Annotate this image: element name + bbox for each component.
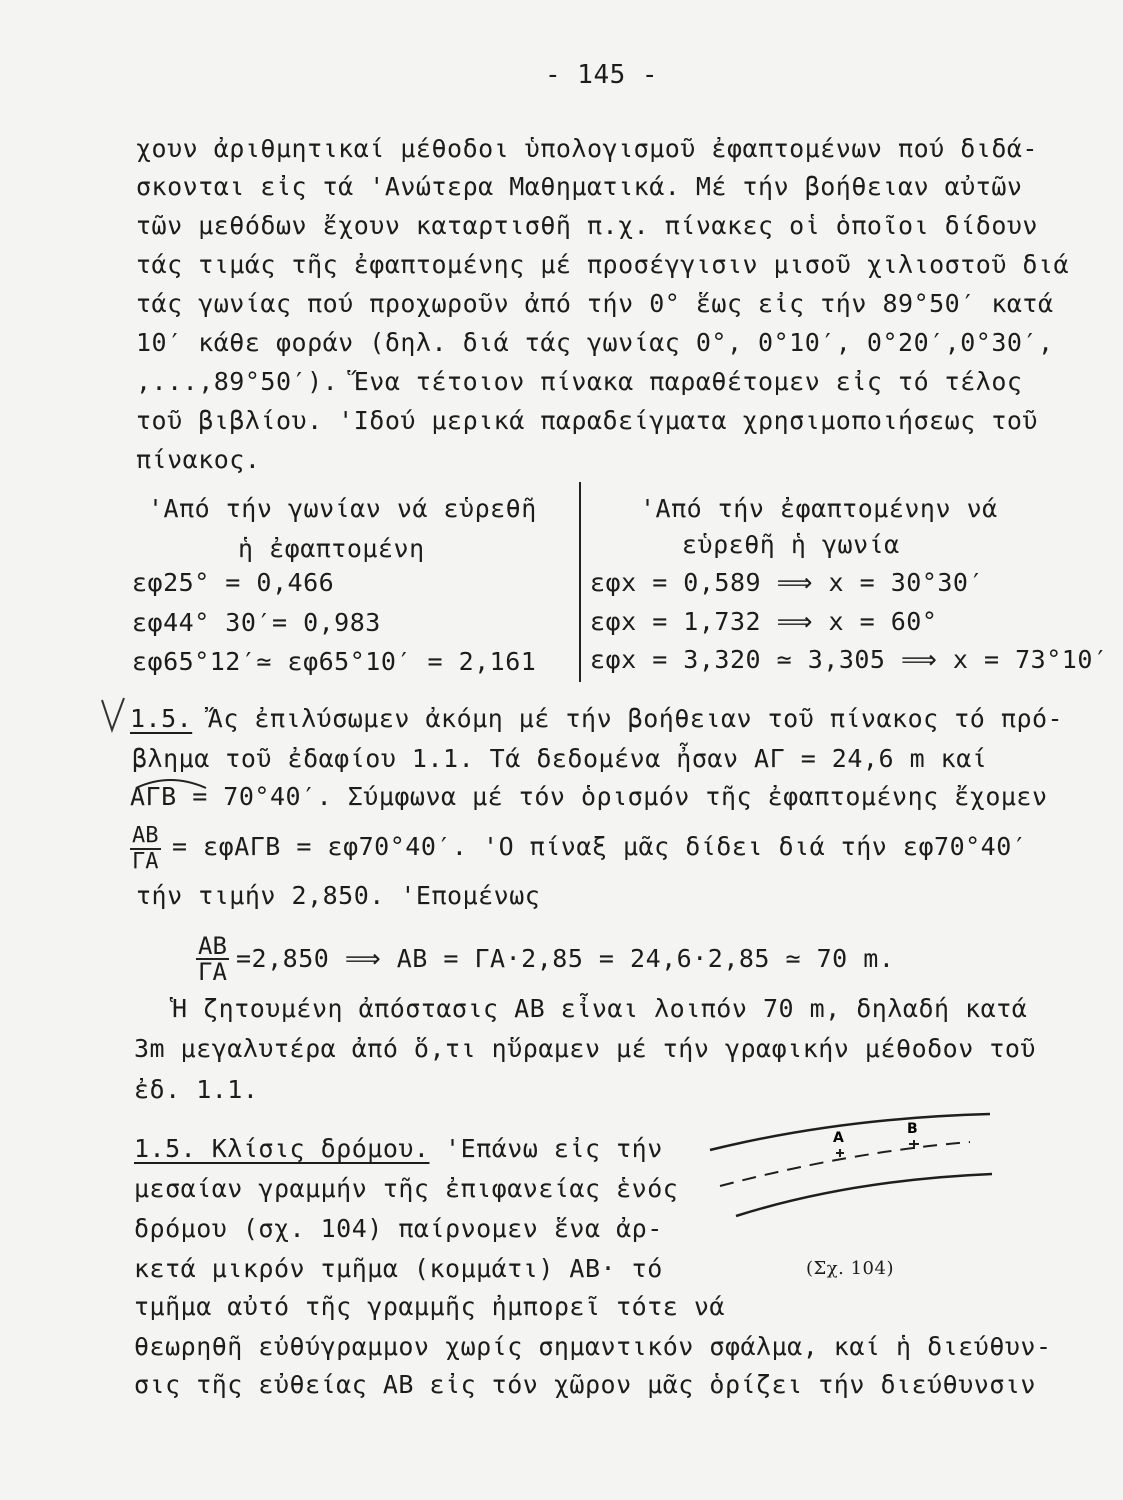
text-line: κετά μικρόν τμῆμα (κομμάτι) ΑΒ· τό: [134, 1254, 663, 1283]
road-centerline: [720, 1142, 970, 1186]
table-right-row: εφx = 0,589 ⟹ x = 30°30′: [590, 568, 985, 597]
table-left-header: ἡ ἐφαπτομένη: [238, 534, 425, 563]
section-number: 1.5.: [130, 704, 193, 733]
text-line: θεωρηθῆ εὐθύγραμμον χωρίς σημαντικόν σφάλμα, καί ἡ διεύθυν-: [134, 1332, 1052, 1361]
text-line: τοῦ βιβλίου. 'Ιδού μερικά παραδείγματα χρησιμοποιήσεως τοῦ: [136, 406, 1038, 435]
section-1-5-line: [130, 704, 1063, 733]
text-line: Ἡ ζητουμένη ἀπόστασις ΑΒ εἶναι λοιπόν 70 m, δηλαδή κατά: [172, 994, 1028, 1023]
table-left-header: 'Από τήν γωνίαν νά εὑρεθῆ: [148, 494, 537, 523]
table-left-row: εφ44° 30′= 0,983: [132, 608, 381, 637]
margin-check-mark: [98, 696, 128, 736]
point-a-label: A: [833, 1130, 844, 1146]
text-line: σις τῆς εὐθείας ΑΒ εἰς τόν χῶρον μᾶς ὁρίζει τήν διεύθυνσιν: [134, 1370, 1036, 1399]
page-number: - 145 -: [545, 60, 659, 90]
text-line: τάς γωνίας πού προχωροῦν ἀπό τήν 0° ἕως εἰς τήν 89°50′ κατά: [136, 289, 1054, 318]
fraction-numerator: ΑΒ: [132, 823, 159, 848]
text-line: 3m μεγαλυτέρα ἀπό ὅ,τι ηὕραμεν μέ τήν γραφικήν μέθοδον τοῦ: [134, 1034, 1036, 1063]
table-left-row: εφ25° = 0,466: [132, 568, 335, 597]
table-right-header: εὑρεθῆ ἡ γωνία: [682, 530, 900, 559]
road-figure: [700, 1100, 1000, 1230]
equation-denominator: ΓΑ: [198, 958, 227, 986]
table-right-row: εφx = 3,320 ≃ 3,305 ⟹ x = 73°10′: [590, 645, 1109, 674]
text-line: τμῆμα αὐτό τῆς γραμμῆς ἠμπορεῖ τότε νά: [134, 1292, 725, 1321]
text-line: τῶν μεθόδων ἔχουν καταρτισθῆ π.χ. πίνακες οἱ ὁποῖοι δίδουν: [136, 211, 1038, 240]
figure-caption: (Σχ. 104): [806, 1258, 894, 1279]
fraction-denominator: ΓΑ: [132, 849, 159, 874]
fraction-ab-ga: [130, 824, 161, 874]
angle-arc-mark: [130, 776, 212, 790]
text-line: ,...,89°50′). Ἕνα τέτοιον πίνακα παραθέτομεν εἰς τό τέλος: [136, 367, 1023, 396]
text-line: δρόμου (σχ. 104) παίρνομεν ἕνα ἀρ-: [134, 1214, 663, 1243]
text-line: πίνακος.: [136, 445, 261, 474]
text-line: μεσαίαν γραμμήν τῆς ἐπιφανείας ἑνός: [134, 1174, 679, 1203]
section-road-slope-line: [134, 1134, 663, 1163]
text-line: ΑΓΒ = 70°40′. Σύμφωνα μέ τόν ὁρισμόν τῆς ἐφαπτομένης ἔχομεν: [130, 782, 1048, 811]
text-line: Ἄς ἐπιλύσωμεν ἀκόμη μέ τήν βοήθειαν τοῦ πίνακος τό πρό-: [207, 704, 1064, 733]
road-edge-bottom: [736, 1174, 992, 1216]
text-line: σκονται εἰς τά 'Ανώτερα Μαθηματικά. Μέ τήν βοήθειαν αὐτῶν: [136, 172, 1023, 201]
text-line: τάς τιμάς τῆς ἐφαπτομένης μέ προσέγγισιν μισοῦ χιλιοστοῦ διά: [136, 250, 1070, 279]
text-line: χουν ἀριθμητικαί μέθοδοι ὑπολογισμοῦ ἐφαπτομένων πού διδά-: [136, 134, 1038, 163]
table-right-header: 'Από τήν ἐφαπτομένην νά: [640, 494, 998, 523]
text-line: ἐδ. 1.1.: [134, 1075, 259, 1104]
section-heading: 1.5. Κλίσις δρόμου.: [134, 1134, 430, 1163]
text-line: 10′ κάθε φοράν (δηλ. διά τάς γωνίας 0°, 0°10′, 0°20′,0°30′,: [136, 328, 1054, 357]
point-a-mark: [836, 1149, 844, 1157]
text-line: τήν τιμήν 2,850. 'Επομένως: [136, 881, 541, 910]
text-line: βλημα τοῦ ἐδαφίου 1.1. Τά δεδομένα ἦσαν ΑΓ = 24,6 m καί: [132, 744, 988, 773]
equation-numerator: ΑΒ: [198, 932, 227, 960]
equation-fraction: [196, 934, 229, 984]
point-b-label: B: [907, 1121, 918, 1137]
table-divider: [579, 482, 581, 682]
text-line: = εφΑΓΒ = εφ70°40′. 'Ο πίναξ μᾶς δίδει διά τήν εφ70°40′: [172, 832, 1028, 861]
table-left-row: εφ65°12′≃ εφ65°10′ = 2,161: [132, 647, 537, 676]
text-line: 'Επάνω εἰς τήν: [445, 1134, 663, 1163]
equation: =2,850 ⟹ ΑΒ = ΓΑ·2,85 = 24,6·2,85 ≃ 70 m.: [236, 944, 895, 973]
table-right-row: εφx = 1,732 ⟹ x = 60°: [590, 607, 938, 636]
